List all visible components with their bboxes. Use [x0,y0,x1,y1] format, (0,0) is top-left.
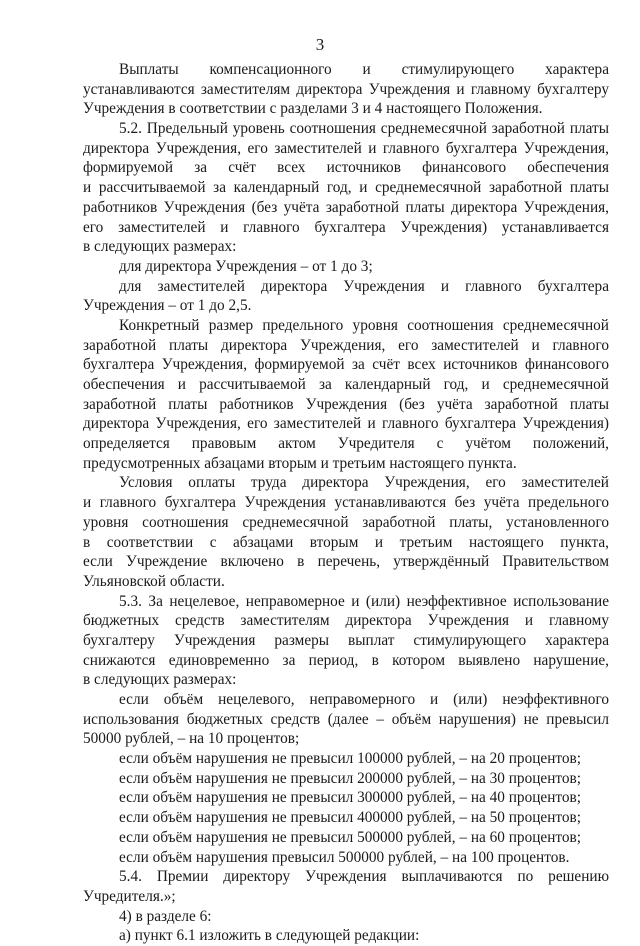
text-line: бюджетных средств заместителям директора Учреждения и главному [83,612,609,630]
text-line: и рассчитываемой за календарный год, и среднемесячной заработной платы [83,179,609,197]
text-line: заработной платы директора Учреждения, его заместителей и главного [83,336,609,354]
text-line: Конкретный размер предельного уровня соотношения среднемесячной [119,316,609,334]
text-line: заработной платы работников Учреждения (без учёта заработной платы [83,395,609,413]
text-line: обеспечения и рассчитываемой за календарный год, и среднемесячной [83,376,609,393]
text-line: если объём нарушения не превысил 500000 рублей, – на 60 процентов; [119,828,581,846]
text-line: бухгалтера Учреждения, формируемой за счёт всех источников финансового [83,356,609,374]
text-line: формируемой за счёт всех источников финансового обеспечения [83,159,609,177]
text-line: если объём нецелевого, неправомерного и (или) неэффективного [119,691,609,708]
text-line: если Учреждение включено в перечень, утверждённый Правительством [83,553,609,571]
text-line: Выплаты компенсационного и стимулирующего характера [119,61,609,78]
text-line: 50000 рублей, – на 10 процентов; [83,730,300,748]
text-line: если объём нарушения не превысил 300000 рублей, – на 40 процентов; [119,789,581,807]
text-line: в следующих размерах: [83,238,237,256]
text-line: в соответствии с абзацами вторым и третьим настоящего пункта, [83,533,609,551]
text-line: работников Учреждения (без учёта заработной платы директора Учреждения, [83,198,609,216]
text-line: уровня соотношения среднемесячной заработной платы, установленного [83,513,609,531]
text-line: для директора Учреждения – от 1 до 3; [119,257,373,275]
text-line: если объём нарушения не превысил 400000 рублей, – на 50 процентов; [119,809,581,827]
text-line: определяется правовым актом Учредителя с учётом положений, [83,435,609,453]
text-line: если объём нарушения не превысил 100000 рублей, – на 20 процентов; [119,750,581,768]
text-line: 5.2. Предельный уровень соотношения среднемесячной заработной платы [119,120,609,138]
text-line: директора Учреждения, его заместителей и главного бухгалтера Учреждения) [83,415,609,433]
document-body [83,60,609,946]
text-line: если объём нарушения не превысил 200000 рублей, – на 30 процентов; [119,769,581,787]
text-line: Учреждения в соответствии с разделами 3 и 4 настоящего Положения. [83,100,543,118]
text-line: предусмотренных абзацами вторым и третьим настоящего пункта. [83,454,517,472]
text-line: его заместителей и главного бухгалтера Учреждения) устанавливается [83,218,609,236]
text-line: директора Учреждения, его заместителей и главного бухгалтера Учреждения, [83,139,609,157]
text-line: снижаются единовременно за период, в котором выявлено нарушение, [83,651,609,669]
text-line: 4) в разделе 6: [119,907,212,925]
text-line: если объём нарушения превысил 500000 рублей, – на 100 процентов. [119,848,570,866]
text-line: использования бюджетных средств (далее – объём нарушения) не превысил [83,710,609,728]
text-line: Ульяновской области. [83,572,225,590]
text-line: и главного бухгалтера Учреждения устанавливаются без учёта предельного [83,494,609,512]
text-line: 5.3. За нецелевое, неправомерное и (или) неэффективное использование [119,592,609,610]
text-line: устанавливаются заместителям директора Учреждения и главному бухгалтеру [83,80,609,98]
text-line: а) пункт 6.1 изложить в следующей редакции: [119,927,420,945]
page-number: 3 [315,35,325,54]
text-line: Учреждения – от 1 до 2,5. [83,297,252,315]
text-line: Учредителя.»; [83,887,176,905]
text-line: Условия оплаты труда директора Учреждения, его заместителей [119,474,609,492]
text-line: в следующих размерах: [83,671,237,689]
text-line: для заместителей директора Учреждения и главного бухгалтера [119,277,609,295]
text-line: бухгалтеру Учреждения размеры выплат стимулирующего характера [83,631,609,649]
text-line: 5.4. Премии директору Учреждения выплачиваются по решению [119,868,609,886]
